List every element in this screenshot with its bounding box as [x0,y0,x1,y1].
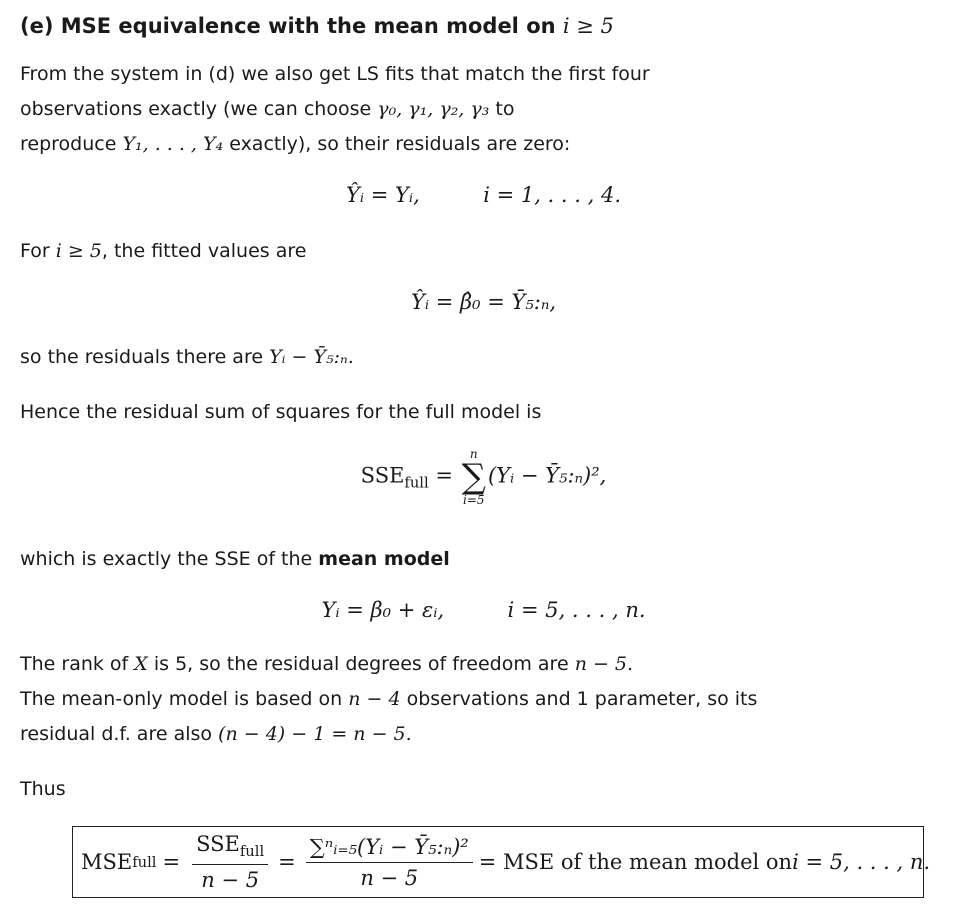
boxed-result [72,826,931,898]
text: Thus [20,778,66,800]
paragraph-line [20,778,66,800]
text: observations and 1 parameter, so its [400,688,758,710]
math-inline: (n − 4) − 1 = n − 5. [218,723,412,745]
mse-subscript: full [132,853,157,871]
fraction-denominator: n − 5 [201,867,260,892]
heading-condition: i ≥ 5 [562,14,614,38]
text: The rank of [20,653,135,675]
paragraph-line [20,346,354,368]
result-text: = MSE of the mean model on [478,850,793,874]
display-equation-2 [0,290,967,314]
equals: = [428,463,460,488]
equation-range: i = 1, . . . , 4. [483,183,621,207]
math-inline: X [134,653,148,675]
text: which is exactly the SSE of the [20,548,319,570]
display-equation-3 [0,448,967,506]
sum-lower: i=5 [463,493,485,507]
text: Hence the residual sum of squares for the full model is [20,401,542,423]
math-inline: γ₀, γ₁, γ₂, γ₃ [377,98,490,120]
paragraph-line [20,548,450,570]
math-inline: n − 5. [574,653,634,675]
section-heading [20,14,614,38]
summation [462,448,486,506]
sigma-symbol: ∑ [461,457,486,497]
display-equation-4 [0,598,967,622]
text: From the system in (d) we also get LS fits that match the first four [20,63,650,85]
text: exactly), so their residuals are zero: [223,133,571,155]
math-inline: Yᵢ − Ȳ₅:ₙ. [269,346,354,368]
equation-lhs: Ŷᵢ = Yᵢ, [346,183,420,207]
bold-term: mean model [318,548,450,570]
text: For [20,240,56,262]
equation-range: i = 5, . . . , n. [507,598,646,622]
paragraph-line [20,63,650,85]
fraction-2 [306,835,473,890]
equals: = [162,850,181,874]
text: reproduce [20,133,123,155]
text: residual d.f. are also [20,723,219,745]
fraction-1 [192,832,268,891]
text: so the residuals there are [20,346,270,368]
paragraph-line [20,723,412,745]
sum-upper: n [469,447,478,461]
paragraph-line [20,653,633,675]
sse-label: SSE [196,832,240,857]
paragraph-line [20,98,515,120]
text: , the fitted values are [101,240,307,262]
equation: Ŷᵢ = β̂₀ = Ȳ₅:ₙ, [410,290,557,314]
math-inline: Y₁, . . . , Y₄ [122,133,224,155]
mse-label: MSE [81,850,133,874]
text: observations exactly (we can choose [20,98,378,120]
paragraph-line [20,401,541,423]
fraction-numerator: ∑ⁿᵢ₌₅(Yᵢ − Ȳ₅:ₙ)² [306,835,473,863]
math-inline: i ≥ 5 [55,240,102,262]
heading-text: (e) MSE equivalence with the mean model on [20,14,563,38]
sse-label: SSE [360,463,405,488]
fraction-denominator: n − 5 [360,865,419,890]
equals: = [278,850,296,874]
text: The mean-only model is based on [20,688,349,710]
sse-subscript: full [404,474,429,492]
paragraph-line [20,688,757,710]
sse-subscript: full [239,843,265,861]
paragraph-line [20,240,306,262]
sum-body: (Yᵢ − Ȳ₅:ₙ)², [487,463,607,488]
equation-lhs: Yᵢ = β₀ + εᵢ, [321,598,445,622]
text: to [489,98,515,120]
fraction-numerator [192,832,268,864]
text: is 5, so the residual degrees of freedom are [147,653,575,675]
math-inline: n − 4 [348,688,401,710]
paragraph-line [20,133,570,155]
math-inline: i = 5, . . . , n. [792,850,931,874]
display-equation-1 [0,183,967,207]
